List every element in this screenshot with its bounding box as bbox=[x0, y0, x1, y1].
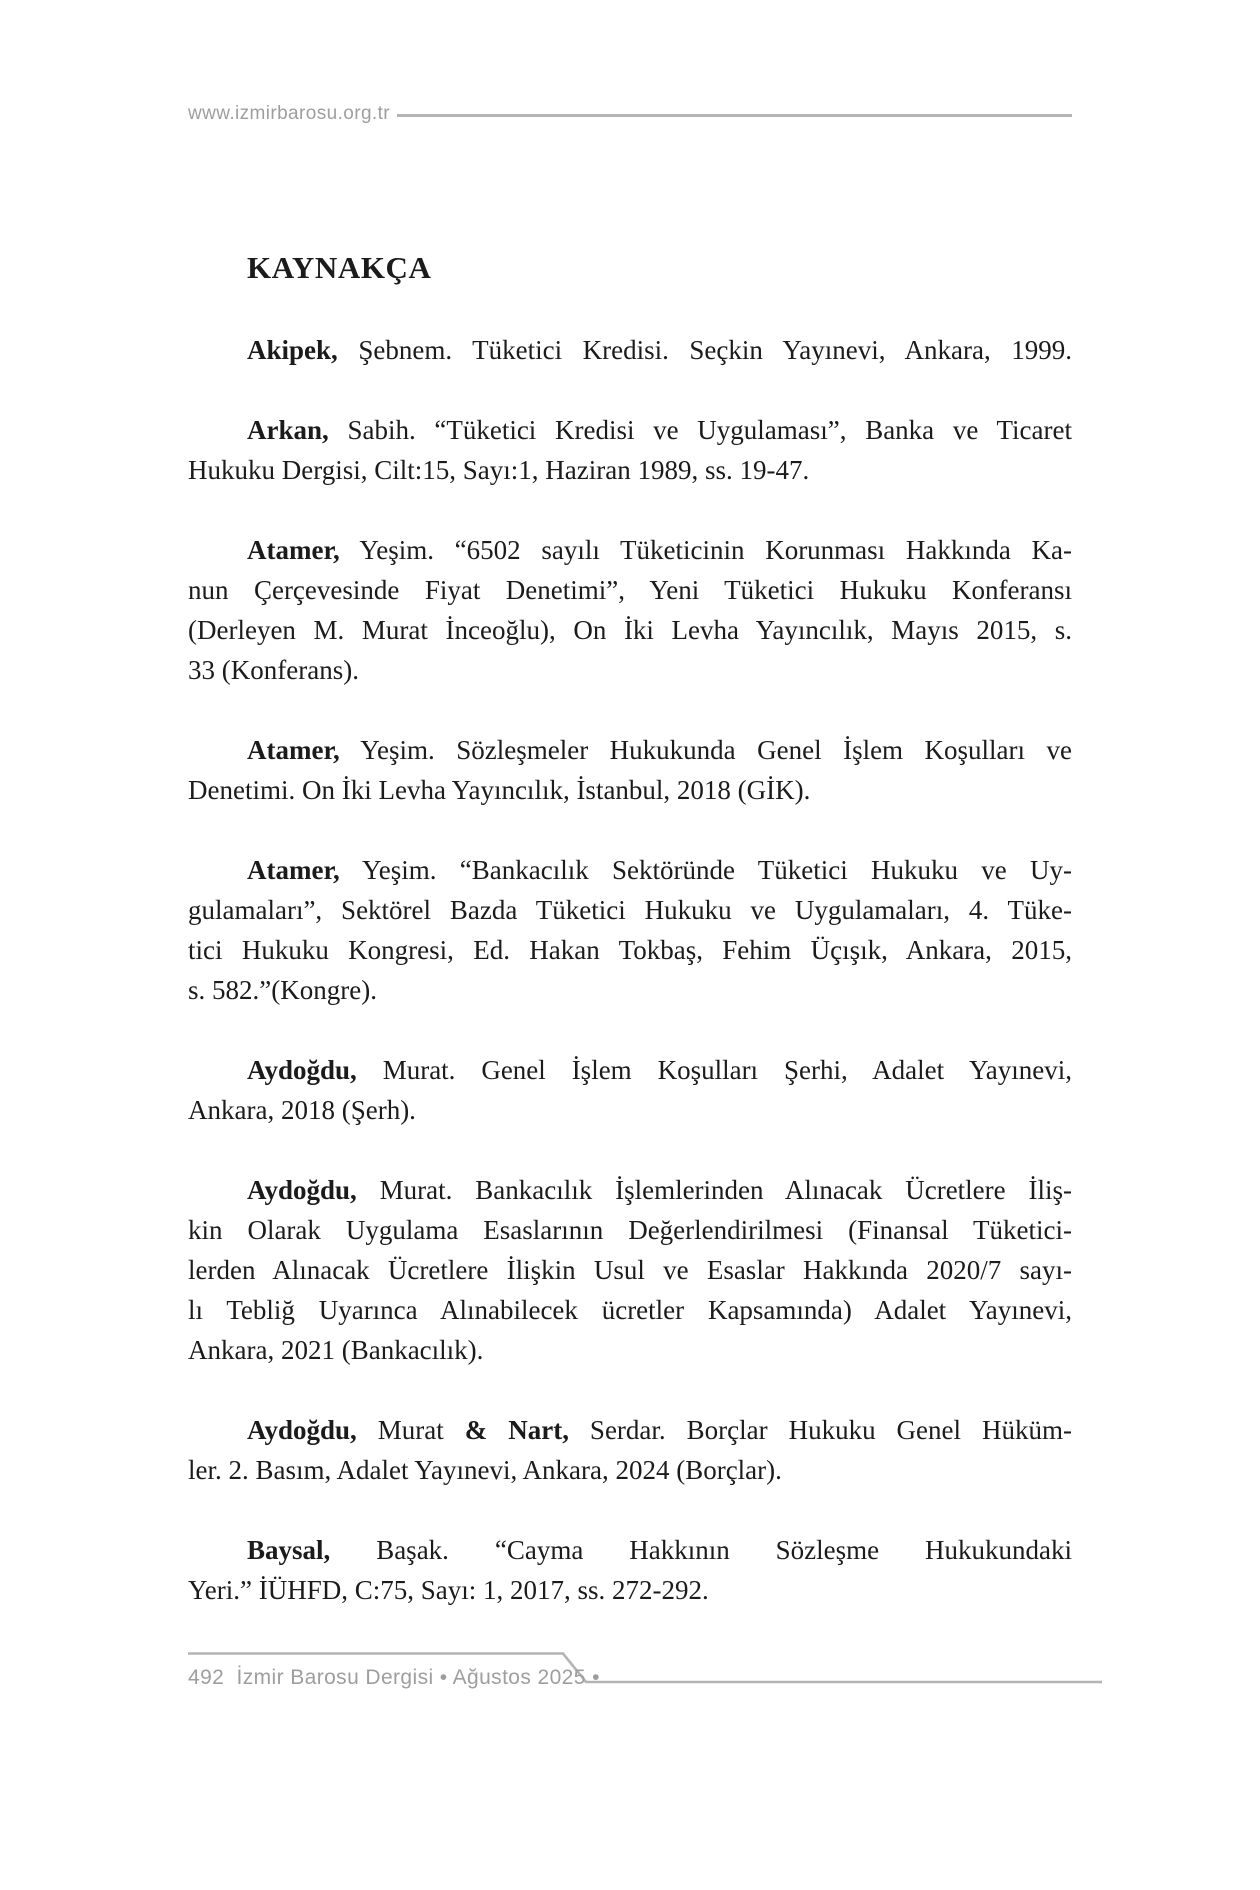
bib-line bbox=[188, 450, 1072, 490]
bib-text: Murat bbox=[356, 1415, 465, 1445]
bibliography-entry bbox=[188, 410, 1072, 490]
author-name: Aydoğdu, bbox=[247, 1175, 357, 1205]
bib-text: Sabih. “Tüketici Kredisi ve Uygulaması”, Banka ve Ticaret bbox=[328, 415, 1072, 445]
bibliography-list bbox=[188, 330, 1072, 1610]
bib-line bbox=[188, 1450, 1072, 1490]
bib-text: (Derleyen M. Murat İnceoğlu), On İki Levha Yayıncılık, Mayıs 2015, s. bbox=[188, 615, 1072, 645]
bibliography-entry bbox=[188, 1170, 1072, 1370]
bib-line bbox=[188, 1090, 1072, 1130]
bib-line bbox=[188, 770, 1072, 810]
bib-text: tici Hukuku Kongresi, Ed. Hakan Tokbaş, Fehim Üçışık, Ankara, 2015, bbox=[188, 935, 1072, 965]
author-name: Aydoğdu, bbox=[247, 1415, 357, 1445]
page-title: KAYNAKÇA bbox=[247, 250, 432, 285]
bib-text: Yeşim. Sözleşmeler Hukukunda Genel İşlem Koşulları ve bbox=[339, 735, 1072, 765]
page-header bbox=[188, 103, 1072, 125]
author-name: Arkan, bbox=[247, 415, 329, 445]
bibliography-entry bbox=[188, 1530, 1072, 1610]
bib-text: Murat. Genel İşlem Koşulları Şerhi, Adalet Yayınevi, bbox=[356, 1055, 1072, 1085]
bib-text: Denetimi. On İki Levha Yayıncılık, İstanbul, 2018 (GİK). bbox=[188, 775, 811, 805]
bibliography-entry bbox=[188, 850, 1072, 1010]
bib-line bbox=[188, 1330, 1072, 1370]
bib-text: Murat. Bankacılık İşlemlerinden Alınacak Ücretlere İliş- bbox=[356, 1175, 1072, 1205]
bib-line bbox=[188, 1170, 1072, 1210]
bib-text: lerden Alınacak Ücretlere İlişkin Usul ve Esaslar Hakkında 2020/7 sayı- bbox=[188, 1255, 1072, 1285]
journal-name: İzmir Barosu Dergisi • Ağustos 2025 • bbox=[236, 1666, 600, 1689]
header-rule bbox=[397, 114, 1072, 117]
header-website-url: www.izmirbarosu.org.tr bbox=[188, 103, 391, 124]
bib-line bbox=[188, 1250, 1072, 1290]
bib-line bbox=[188, 890, 1072, 930]
bib-line bbox=[188, 330, 1072, 370]
bib-text: nun Çerçevesinde Fiyat Denetimi”, Yeni Tüketici Hukuku Konferansı bbox=[188, 575, 1072, 605]
bib-text: Yeşim. “Bankacılık Sektöründe Tüketici Hukuku ve Uy- bbox=[339, 855, 1072, 885]
bib-text: Yeri.” İÜHFD, C:75, Sayı: 1, 2017, ss. 272-292. bbox=[188, 1575, 709, 1605]
bib-text: 33 (Konferans). bbox=[188, 655, 359, 685]
bib-line bbox=[188, 570, 1072, 610]
author-name: & Nart, bbox=[464, 1415, 569, 1445]
bib-text: gulamaları”, Sektörel Bazda Tüketici Hukuku ve Uygulamaları, 4. Tüke- bbox=[188, 895, 1072, 925]
bib-line bbox=[188, 1290, 1072, 1330]
bib-line bbox=[188, 410, 1072, 450]
bib-line bbox=[188, 1570, 1072, 1610]
bibliography-entry bbox=[188, 530, 1072, 690]
bib-line bbox=[188, 610, 1072, 650]
bib-line bbox=[188, 650, 1072, 690]
bib-line bbox=[188, 930, 1072, 970]
bibliography-section bbox=[188, 248, 1072, 1650]
bib-line bbox=[188, 1530, 1072, 1570]
bib-text: kin Olarak Uygulama Esaslarının Değerlendirilmesi (Finansal Tüketici- bbox=[188, 1215, 1072, 1245]
bib-line bbox=[188, 1410, 1072, 1450]
page-number: 492 bbox=[188, 1666, 225, 1689]
bib-line bbox=[188, 970, 1072, 1010]
author-name: Baysal, bbox=[247, 1535, 331, 1565]
bib-text: Ankara, 2018 (Şerh). bbox=[188, 1095, 416, 1125]
bib-text: Hukuku Dergisi, Cilt:15, Sayı:1, Haziran 1989, ss. 19-47. bbox=[188, 455, 810, 485]
bibliography-entry bbox=[188, 1050, 1072, 1130]
bib-text: Serdar. Borçlar Hukuku Genel Hüküm- bbox=[568, 1415, 1072, 1445]
bibliography-entry bbox=[188, 330, 1072, 370]
bib-text: Şebnem. Tüketici Kredisi. Seçkin Yayınevi, Ankara, 1999. bbox=[337, 335, 1072, 365]
bib-line bbox=[188, 530, 1072, 570]
bib-text: lı Tebliğ Uyarınca Alınabilecek ücretler Kapsamında) Adalet Yayınevi, bbox=[188, 1295, 1072, 1325]
bib-line bbox=[188, 850, 1072, 890]
bib-text: Başak. “Cayma Hakkının Sözleşme Hukukundaki bbox=[330, 1535, 1072, 1565]
bibliography-entry bbox=[188, 1410, 1072, 1490]
bib-text: s. 582.”(Kongre). bbox=[188, 975, 377, 1005]
bib-text: Yeşim. “6502 sayılı Tüketicinin Korunması Hakkında Ka- bbox=[339, 535, 1072, 565]
bibliography-entry bbox=[188, 730, 1072, 810]
page-footer bbox=[188, 1666, 788, 1690]
bib-line bbox=[188, 730, 1072, 770]
bib-text: Ankara, 2021 (Bankacılık). bbox=[188, 1335, 484, 1365]
bib-text: ler. 2. Basım, Adalet Yayınevi, Ankara, 2024 (Borçlar). bbox=[188, 1455, 782, 1485]
bib-line bbox=[188, 1210, 1072, 1250]
author-name: Akipek, bbox=[247, 335, 338, 365]
author-name: Atamer, bbox=[247, 855, 340, 885]
author-name: Atamer, bbox=[247, 535, 340, 565]
author-name: Aydoğdu, bbox=[247, 1055, 357, 1085]
bib-line bbox=[188, 1050, 1072, 1090]
author-name: Atamer, bbox=[247, 735, 340, 765]
